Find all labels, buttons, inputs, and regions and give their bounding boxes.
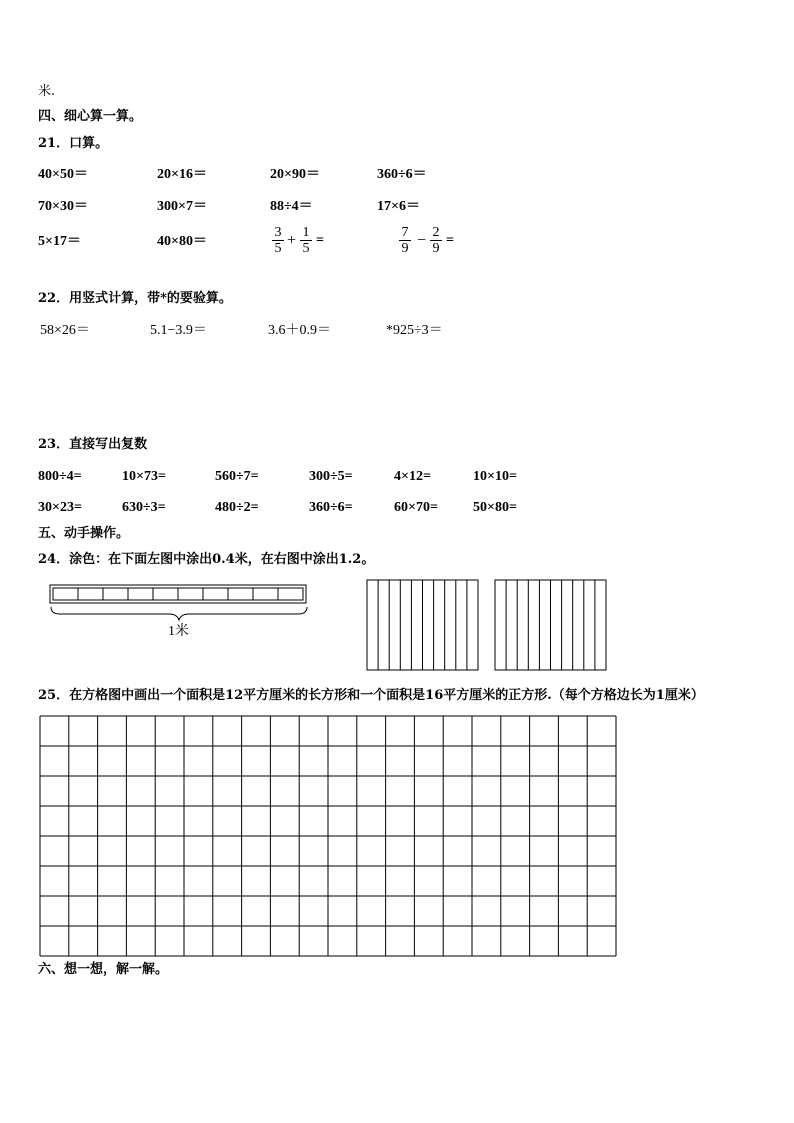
q23-item: 560÷7= bbox=[215, 469, 259, 484]
q23-item: 10×73= bbox=[122, 469, 166, 484]
q21-item: 5×17＝ bbox=[38, 234, 81, 249]
q21-item: 40×50＝ bbox=[38, 167, 88, 182]
q21-item: 17×6＝ bbox=[377, 199, 420, 214]
fraction-7-9 bbox=[399, 225, 411, 256]
square-grid bbox=[38, 714, 620, 958]
numerator: 3 bbox=[274, 225, 282, 240]
fraction-2-9 bbox=[430, 225, 442, 256]
q25-label: 25．在方格图中画出一个面积是12平方厘米的长方形和一个面积是16平方厘米的正方形.（每个方格边长为1厘米） bbox=[38, 688, 704, 703]
ruler-label: 1米 bbox=[168, 624, 189, 639]
q23-item: 60×70= bbox=[394, 500, 438, 515]
denominator: 5 bbox=[274, 241, 282, 256]
q23-item: 10×10= bbox=[473, 469, 517, 484]
q21-item: 40×80＝ bbox=[157, 234, 207, 249]
q22-item: 5.1−3.9＝ bbox=[150, 323, 207, 338]
plus-operator: + bbox=[287, 232, 297, 249]
numerator: 7 bbox=[401, 225, 409, 240]
q22-item: *925÷3＝ bbox=[386, 323, 443, 338]
q24-label: 24．涂色：在下面左图中涂出0.4米，在右图中涂出1.2。 bbox=[38, 552, 375, 567]
strip-rectangles-figure bbox=[366, 579, 613, 672]
minus-operator: − bbox=[417, 232, 427, 249]
meter-bar-figure bbox=[48, 583, 310, 623]
section-4-heading: 四、细心算一算。 bbox=[38, 109, 143, 124]
numerator: 1 bbox=[302, 225, 310, 240]
fraction-3-5 bbox=[272, 225, 284, 256]
q23-item: 480÷2= bbox=[215, 500, 259, 515]
q21-item: 70×30＝ bbox=[38, 199, 88, 214]
q23-item: 30×23= bbox=[38, 500, 82, 515]
equals-sign: = bbox=[316, 233, 324, 248]
q21-item: 360÷6＝ bbox=[377, 167, 427, 182]
section-5-heading: 五、动手操作。 bbox=[38, 526, 130, 541]
q22-item: 58×26＝ bbox=[40, 323, 90, 338]
q21-item: 300×7＝ bbox=[157, 199, 207, 214]
q22-item: 3.6＋0.9＝ bbox=[268, 323, 331, 338]
denominator: 5 bbox=[302, 241, 310, 256]
q23-item: 4×12= bbox=[394, 469, 431, 484]
q23-item: 630÷3= bbox=[122, 500, 166, 515]
q23-item: 800÷4= bbox=[38, 469, 82, 484]
numerator: 2 bbox=[432, 225, 440, 240]
denominator: 9 bbox=[432, 241, 440, 256]
q22-label: 22．用竖式计算，带*的要验算。 bbox=[38, 291, 232, 306]
q23-item: 50×80= bbox=[473, 500, 517, 515]
fraction-1-5 bbox=[300, 225, 312, 256]
q21-label: 21．口算。 bbox=[38, 136, 109, 151]
q21-item: 20×90＝ bbox=[270, 167, 320, 182]
continued-text: 米. bbox=[38, 84, 56, 99]
denominator: 9 bbox=[401, 241, 409, 256]
equals-sign: = bbox=[446, 233, 454, 248]
section-6-heading: 六、想一想，解一解。 bbox=[38, 962, 169, 977]
q23-item: 300÷5= bbox=[309, 469, 353, 484]
q23-item: 360÷6= bbox=[309, 500, 353, 515]
q21-item: 88÷4＝ bbox=[270, 199, 313, 214]
q21-item: 20×16＝ bbox=[157, 167, 207, 182]
q23-label: 23．直接写出复数 bbox=[38, 437, 148, 452]
